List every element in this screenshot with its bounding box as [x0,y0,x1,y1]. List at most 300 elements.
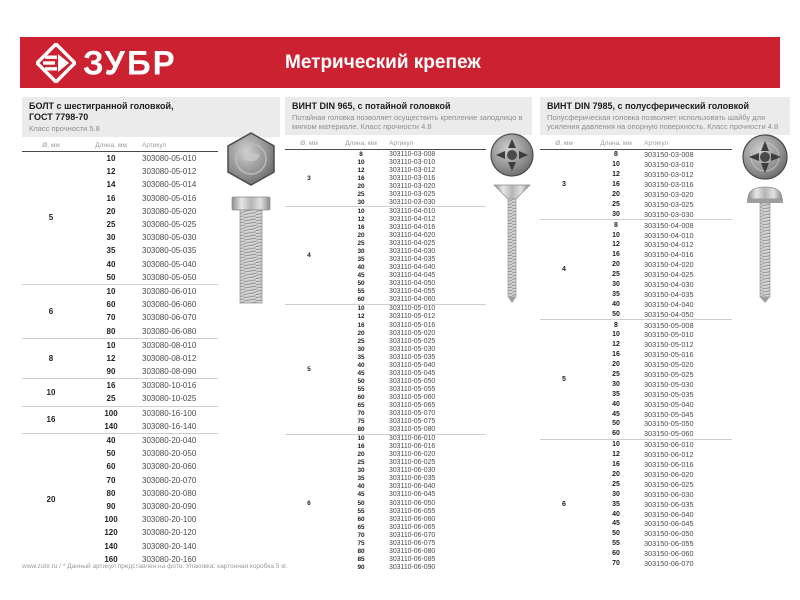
length-cell: 40 [357,361,365,369]
article-cell: 303110-03-012 [389,166,436,174]
article-cell: 303110-06-040 [389,483,436,491]
col-header-length: Длина, мм [345,140,377,147]
length-cell: 60 [357,393,365,401]
length-cell: 35 [357,256,365,264]
article-cell: 303150-05-025 [644,370,694,380]
diameter-cell: 4 [562,266,566,274]
table-row [588,519,732,529]
article-cell: 303110-06-045 [389,491,436,499]
length-cell: 35 [357,353,365,361]
article-cell: 303080-20-140 [142,541,197,551]
length-cell: 25 [357,459,365,467]
table-row [333,507,486,515]
table-row [333,563,486,571]
table-row [588,350,732,360]
table-row [80,407,218,420]
table-row [333,198,486,206]
length-cell: 90 [357,563,365,571]
article-cell: 303150-03-025 [644,199,694,209]
group-rows [80,379,218,405]
article-cell: 303150-05-010 [644,330,694,340]
table-row [333,499,486,507]
group-rows [80,407,218,433]
length-cell: 60 [106,300,116,310]
table-row [80,365,218,378]
table-row [333,313,486,321]
length-cell: 25 [612,480,620,488]
table-row [80,339,218,352]
length-cell: 50 [612,420,620,428]
length-cell: 65 [357,523,365,531]
table-body-0 [22,152,218,566]
group-rows [80,434,218,566]
article-cell: 303110-04-045 [389,272,436,280]
length-cell: 20 [357,451,365,459]
article-cell: 303110-06-020 [389,451,436,459]
table-row [588,230,732,240]
length-cell: 40 [357,264,365,272]
table-row [588,340,732,350]
length-cell: 100 [104,408,118,418]
article-cell: 303110-05-080 [389,426,436,434]
table-row [333,435,486,443]
article-cell: 303080-05-025 [142,220,197,230]
article-cell: 303110-06-060 [389,515,436,523]
table-row [588,289,732,299]
table-row [588,440,732,450]
table-row [80,420,218,433]
article-cell: 303110-05-012 [389,313,436,321]
article-cell: 303150-04-030 [644,280,694,290]
group-rows [80,285,218,338]
length-cell: 12 [357,215,365,223]
article-cell: 303110-04-060 [389,296,436,304]
table-row [333,190,486,198]
article-cell: 303080-20-050 [142,449,197,459]
table-row [80,298,218,311]
length-cell: 10 [106,340,116,350]
length-cell: 16 [357,321,365,329]
length-cell: 25 [612,271,620,279]
length-cell: 14 [106,180,116,190]
article-cell: 303150-05-060 [644,429,694,439]
table-row [80,218,218,231]
length-cell: 90 [106,501,116,511]
article-cell: 303080-05-010 [142,154,197,164]
table-row [333,385,486,393]
length-cell: 20 [612,470,620,478]
article-cell: 303150-06-055 [644,539,694,549]
col-header-length: Длина, мм [95,142,127,149]
length-cell: 50 [612,530,620,538]
table-title-line2: ГОСТ 7798-70 [29,112,89,122]
length-cell: 80 [357,547,365,555]
length-cell: 40 [357,483,365,491]
article-cell: 303110-06-090 [389,563,436,571]
length-cell: 90 [106,367,116,377]
article-cell: 303080-20-160 [142,554,197,564]
length-cell: 35 [106,246,116,256]
table-group [285,150,486,206]
table-row [588,479,732,489]
article-cell: 303150-05-008 [644,320,694,330]
article-cell: 303110-04-055 [389,288,436,296]
table-row [80,460,218,473]
article-cell: 303080-06-080 [142,326,197,336]
table-row [588,150,732,160]
article-cell: 303150-06-030 [644,489,694,499]
table-row [333,547,486,555]
article-cell: 303110-04-025 [389,240,436,248]
length-cell: 20 [612,261,620,269]
article-cell: 303110-03-016 [389,174,436,182]
table-row [80,258,218,271]
table-title: БОЛТ с шестигранной головкой, [29,101,174,111]
table-row [80,311,218,324]
length-cell: 50 [357,499,365,507]
length-cell: 50 [106,272,116,282]
table-row [333,377,486,385]
table-row [80,285,218,298]
article-cell: 303080-06-010 [142,286,197,296]
article-cell: 303080-05-012 [142,167,197,177]
article-cell: 303080-10-025 [142,394,197,404]
length-cell: 16 [357,223,365,231]
diameter-cell: 3 [562,181,566,189]
length-cell: 16 [612,181,620,189]
length-cell: 30 [106,233,116,243]
page-title: Метрический крепеж [285,51,481,73]
table-group [285,206,486,304]
article-cell: 303110-05-065 [389,401,436,409]
group-rows [588,220,732,319]
article-cell: 303150-04-040 [644,299,694,309]
article-cell: 303110-04-020 [389,231,436,239]
article-cell: 303110-04-030 [389,248,436,256]
length-cell: 10 [106,286,116,296]
length-cell: 45 [357,491,365,499]
table-row [80,392,218,405]
table-hex-bolt [22,137,218,566]
table-row [588,299,732,309]
length-cell: 70 [612,559,620,567]
table-subtitle: Класс прочности 5.8 [29,124,100,133]
group-rows [80,152,218,284]
length-cell: 25 [612,200,620,208]
diameter-cell: 6 [307,499,311,507]
article-cell: 303110-03-025 [389,190,436,198]
section-hex-bolt [22,97,280,566]
diameter-cell: 6 [562,500,566,508]
article-cell: 303080-20-090 [142,501,197,511]
col-header-article: Артикул [142,142,167,149]
length-cell: 60 [106,462,116,472]
table-row [588,539,732,549]
length-cell: 30 [357,467,365,475]
table-row [80,352,218,365]
article-cell: 303110-05-075 [389,418,436,426]
table-row [333,321,486,329]
table-row [333,401,486,409]
article-cell: 303150-05-030 [644,379,694,389]
article-cell: 303110-05-040 [389,361,436,369]
diameter-cell: 20 [46,495,56,505]
table-title: ВИНТ DIN 965, с потайной головкой [292,101,451,111]
col-header-article: Артикул [389,140,414,147]
article-cell: 303150-06-070 [644,558,694,568]
table-row [80,271,218,284]
article-cell: 303080-05-014 [142,180,197,190]
table-subtitle: Полусферическая головка позволяет использовать шайбу для усиления давления на опорную поверхность. Класс прочности 4.8 [547,113,779,131]
article-cell: 303080-05-035 [142,246,197,256]
length-cell: 8 [359,150,363,158]
length-cell: 20 [612,191,620,198]
article-cell: 303080-20-070 [142,475,197,485]
length-cell: 80 [106,488,116,498]
table-row [333,451,486,459]
length-cell: 50 [357,377,365,385]
article-cell: 303150-04-020 [644,260,694,270]
article-cell: 303110-04-012 [389,215,436,223]
table-row [333,491,486,499]
table-row [588,409,732,419]
brand-logo [36,43,177,83]
table-row [80,526,218,539]
length-cell: 30 [357,198,365,206]
length-cell: 40 [106,259,116,269]
table-row [80,513,218,526]
table-row [333,272,486,280]
length-cell: 25 [106,394,116,404]
length-cell: 50 [357,280,365,288]
pan-head-screw-photo [738,133,792,305]
length-cell: 12 [612,341,620,349]
table-row [588,280,732,290]
table-row [333,369,486,377]
logo-text: ЗУБР [83,42,177,82]
length-cell: 10 [612,231,620,239]
table-row [333,215,486,223]
table-row [80,379,218,392]
table-row [80,434,218,447]
length-cell: 12 [106,353,116,363]
article-cell: 303150-06-045 [644,519,694,529]
length-cell: 12 [106,167,116,177]
table-title: ВИНТ DIN 7985, с полусферический головкой [547,101,750,111]
article-cell: 303110-06-035 [389,475,436,483]
diameter-cell: 16 [46,415,56,425]
length-cell: 70 [357,531,365,539]
table-row [333,393,486,401]
article-cell: 303110-06-016 [389,443,436,451]
length-cell: 160 [104,554,118,564]
article-cell: 303110-06-030 [389,467,436,475]
group-rows [588,150,732,219]
length-cell: 40 [106,436,116,446]
article-cell: 303150-06-016 [644,460,694,470]
table-row [588,309,732,319]
article-cell: 303110-06-080 [389,547,436,555]
length-cell: 40 [612,510,620,518]
col-header-diameter: Ø, мм [42,142,60,149]
article-cell: 303080-10-016 [142,381,197,391]
length-cell: 120 [104,528,118,538]
table-group [22,284,218,338]
group-rows [588,320,732,439]
article-cell: 303110-05-070 [389,410,436,418]
length-cell: 40 [612,300,620,308]
table-row [588,160,732,170]
table-row [333,459,486,467]
article-cell: 303110-04-010 [389,207,436,215]
table-row [80,474,218,487]
column-headers [540,135,732,150]
article-cell: 303080-08-010 [142,340,197,350]
group-rows [333,435,486,572]
length-cell: 80 [106,326,116,336]
table-row [80,205,218,218]
table-row [333,555,486,563]
table-row [588,429,732,439]
length-cell: 20 [357,329,365,337]
length-cell: 30 [612,490,620,498]
length-cell: 35 [612,290,620,298]
article-cell: 303110-03-020 [389,182,436,190]
article-cell: 303150-04-035 [644,289,694,299]
length-cell: 45 [357,272,365,280]
column-headers [22,137,218,152]
table-row [588,220,732,230]
length-cell: 55 [357,385,365,393]
article-cell: 303110-03-030 [389,198,436,206]
table-row [588,209,732,219]
table-row [333,426,486,434]
table-body-2 [540,150,732,568]
article-cell: 303110-06-085 [389,555,436,563]
table-row [588,450,732,460]
article-cell: 303080-20-040 [142,436,197,446]
table-row [333,410,486,418]
countersunk-screw-photo [488,133,536,305]
table-row [588,360,732,370]
table-group [540,219,732,319]
length-cell: 10 [357,207,365,215]
table-row [588,389,732,399]
length-cell: 16 [357,174,365,182]
article-cell: 303110-04-016 [389,223,436,231]
article-cell: 303080-16-100 [142,408,197,418]
length-cell: 16 [612,461,620,469]
col-header-length: Длина, мм [600,140,632,147]
table-row [333,223,486,231]
group-rows [80,339,218,379]
table-row [333,467,486,475]
table-row [588,509,732,519]
length-cell: 75 [357,539,365,547]
length-cell: 16 [106,193,116,203]
table-row [80,324,218,337]
diameter-cell: 5 [307,365,311,373]
length-cell: 65 [357,401,365,409]
length-cell: 60 [357,296,365,304]
table-row [333,418,486,426]
group-rows [588,440,732,569]
table-row [588,250,732,260]
table-group [22,152,218,284]
length-cell: 140 [104,421,118,431]
table-group [540,150,732,219]
table-row [333,207,486,215]
article-cell: 303110-05-020 [389,329,436,337]
article-cell: 303110-05-055 [389,385,436,393]
table-row [333,329,486,337]
section-countersunk-screw [285,97,532,571]
length-cell: 25 [106,220,116,230]
table-row [333,337,486,345]
table-row [588,460,732,470]
table-row [333,475,486,483]
article-cell: 303080-08-090 [142,367,197,377]
table-body-1 [285,150,486,571]
table-row [588,499,732,509]
table-row [333,240,486,248]
length-cell: 70 [357,410,365,418]
article-cell: 303150-05-016 [644,350,694,360]
article-cell: 303110-03-008 [389,150,436,158]
article-cell: 303150-05-012 [644,340,694,350]
table-group [22,378,218,405]
length-cell: 45 [357,369,365,377]
length-cell: 75 [357,418,365,426]
article-cell: 303080-05-040 [142,259,197,269]
col-header-diameter: Ø, мм [555,140,573,147]
article-cell: 303150-06-035 [644,499,694,509]
article-cell: 303110-04-035 [389,256,436,264]
article-cell: 303150-05-040 [644,399,694,409]
article-cell: 303080-05-016 [142,193,197,203]
article-cell: 303080-16-140 [142,421,197,431]
article-cell: 303110-05-016 [389,321,436,329]
article-cell: 303150-04-050 [644,309,694,319]
length-cell: 30 [612,380,620,388]
article-cell: 303080-20-100 [142,515,197,525]
length-cell: 85 [357,555,365,563]
article-cell: 303150-06-050 [644,529,694,539]
length-cell: 12 [357,166,365,174]
length-cell: 30 [357,248,365,256]
section-pan-head-screw [540,97,790,568]
length-cell: 30 [612,210,620,218]
article-cell: 303150-05-050 [644,419,694,429]
column-headers [285,135,486,150]
table-row [333,361,486,369]
table-row [333,288,486,296]
diameter-cell: 3 [307,174,311,182]
length-cell: 25 [357,190,365,198]
article-cell: 303150-06-010 [644,440,694,450]
length-cell: 45 [612,410,620,418]
table-group [540,439,732,569]
article-cell: 303150-05-045 [644,409,694,419]
length-cell: 25 [357,337,365,345]
table-row [588,199,732,209]
table-row [80,244,218,257]
table-pan-head-screw [540,135,732,568]
length-cell: 140 [104,541,118,551]
length-cell: 8 [614,151,618,159]
length-cell: 16 [106,381,116,391]
table-row [80,500,218,513]
